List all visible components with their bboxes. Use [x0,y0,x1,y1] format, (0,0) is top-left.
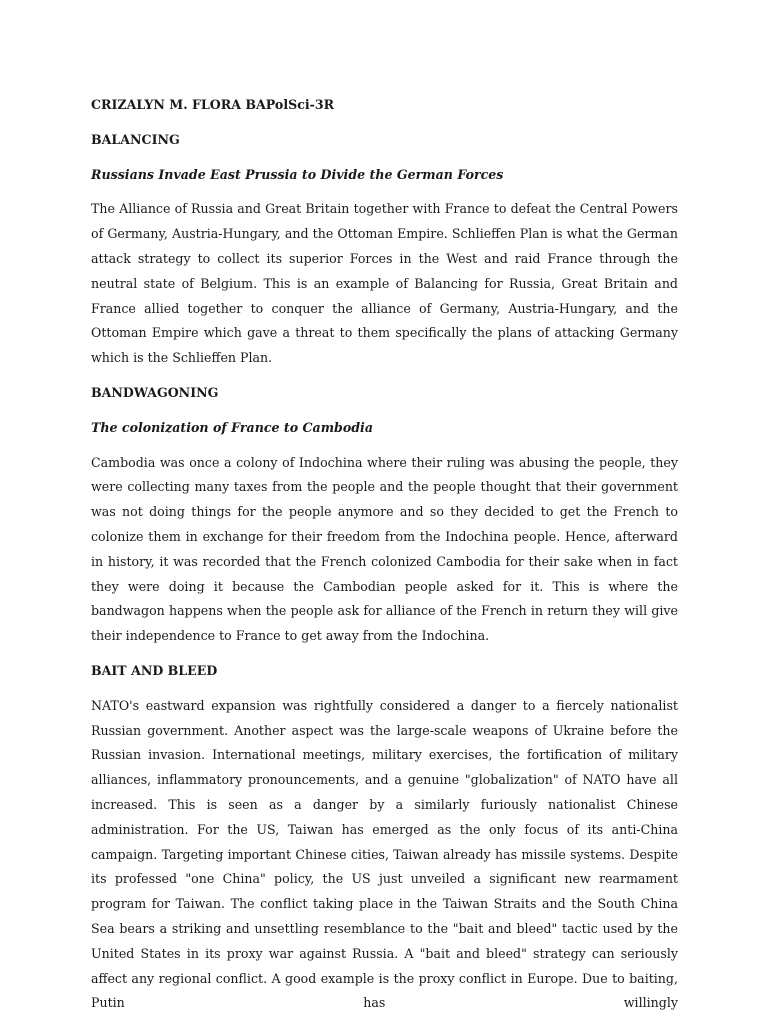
section-heading-balancing: BALANCING [91,131,180,147]
author-line: CRIZALYN M. FLORA BAPolSci-3R [91,97,335,112]
section-subheading-balancing: Russians Invade East Prussia to Divide the German Forces [91,166,504,182]
section-paragraph-balancing: The Alliance of Russia and Great Britain together with France to defeat the Central Powers of Germany, Austria-Hungary, and the Ottoman Empire. Schlieffen Plan is what the German attack strategy to collect its superior Forces in the West and raid France through the neutral state of Belgium. This is an example of Balancing for Russia, Great Britain and France allied together to conquer the alliance of Germany, Austria-Hungary, and the Ottoman Empire which gave a threat to them specifically the plans of attacking Germany which is the Schlieffen Plan. [91,201,678,366]
section-paragraph-bait-and-bleed: NATO's eastward expansion was rightfully considered a danger to a fiercely nationalist Russian government. Another aspect was the large-scale weapons of Ukraine before the Russian invasion. International meetings, military exercises, the fortification of military alliances, inflammatory pronouncements, and a genuine "globalization" of NATO have all increased. This is seen as a danger by a similarly furiously nationalist Chinese administration. For the US, Taiwan has emerged as the only focus of its anti-China campaign. Targeting important Chinese cities, Taiwan already has missile systems. Despite its professed "one China" policy, the US just unveiled a significant new rearmament program for Taiwan. The conflict taking place in the Taiwan Straits and the South China Sea bears a striking and unsettling resemblance to the "bait and bleed" tactic used by the United States in its proxy war against Russia. A "bait and bleed" strategy can seriously affect any regional conflict. A good example is the proxy conflict in Europe. Due to baiting, Putin has willingly [91,697,678,1011]
document-body [91,93,678,1026]
section-heading-bandwagoning: BANDWAGONING [91,384,219,400]
section-subheading-bandwagoning: The colonization of France to Cambodia [91,419,373,435]
section-heading-bait-and-bleed: BAIT AND BLEED [91,662,218,678]
section-paragraph-bandwagoning: Cambodia was once a colony of Indochina where their ruling was abusing the people, they were collecting many taxes from the people and the people thought that their government was not doing things for the people anymore and so they decided to get the French to colonize them in exchange for their freedom from the Indochina people. Hence, afterward in history, it was recorded that the French colonized Cambodia for their sake when in fact they were doing it because the Cambodian people asked for it. This is where the bandwagon happens when the people ask for alliance of the French in return they will give their independence to France to get away from the Indochina. [91,454,678,644]
